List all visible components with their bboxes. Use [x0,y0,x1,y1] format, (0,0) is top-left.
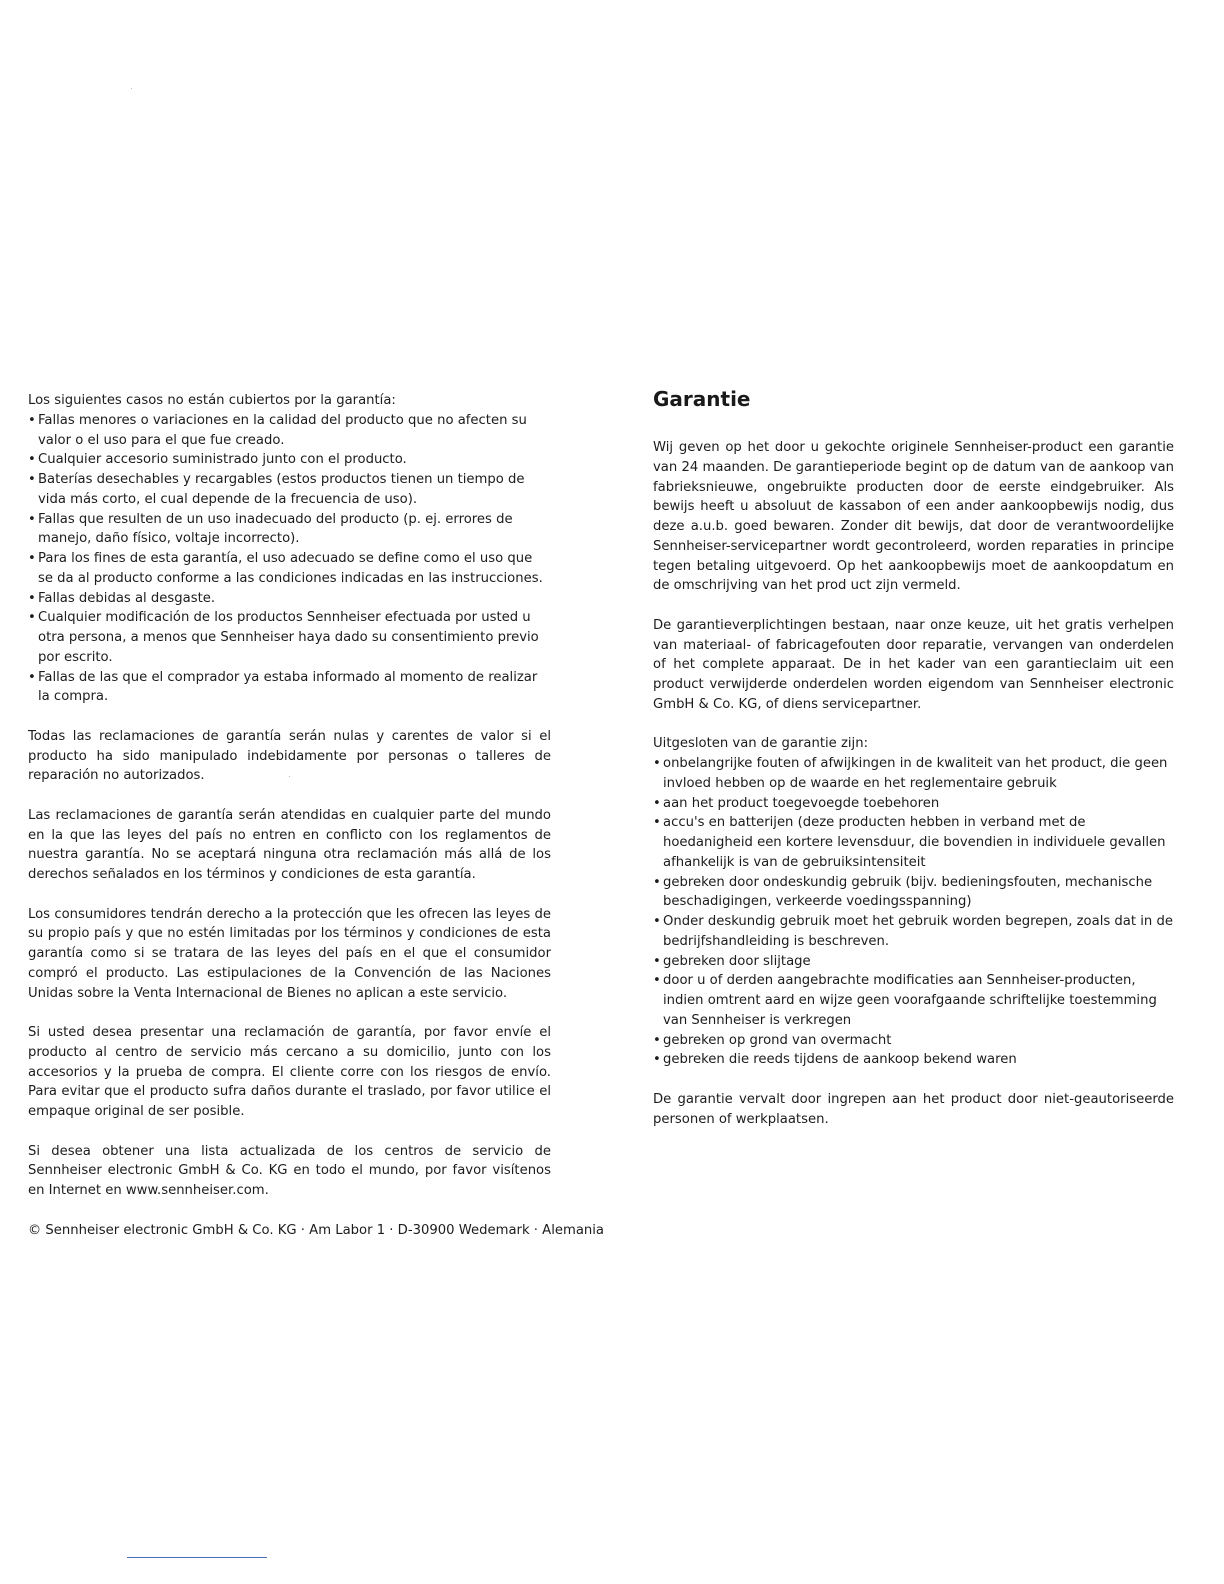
list-item: • gebreken op grond van overmacht [653,1031,1174,1051]
warranty-obligations-paragraph: De garantieverplichtingen bestaan, naar onze keuze, uit het gratis verhelpen van materiaal- of fabricagefouten door reparatie, vervangen van onderdelen of het complete apparaat. De in het kader van een garantieclaim uit een product verwijderde onderdelen worden eigendom van Sennheiser electronic GmbH & Co. KG, of diens servicepartner. [653,617,1174,712]
service-centers-paragraph: Si desea obtener una lista actualizada de los centros de servicio de Sennheiser electronic GmbH & Co. KG en todo el mundo, por favor visítenos en Internet en www.sennheiser.com. [28,1143,551,1198]
exclusions-intro: Los siguientes casos no están cubiertos por la garantía: [28,393,396,408]
bottom-divider-line [127,1557,267,1558]
list-item: • Fallas de las que el comprador ya estaba informado al momento de realizar la compra. [28,668,551,708]
warranty-period-paragraph: Wij geven op het door u gekochte originele Sennheiser-product een garantie van 24 maanden. De garantieperiode begint op de datum van de aankoop van fabrieksnieuwe, ongebruikte producten door de eerste eindgebruiker. Als bewijs heeft u absoluut de kassabon of een ander aankoopbewijs nodig, dus deze a.u.b. goed bewaren. Zonder dit bewijs, dat door de verantwoordelijke Sennheiser-servicepartner wordt gecontroleerd, worden reparaties in principe tegen betaling uitgevoerd. Op het aankoopbewijs moet de aankoopdatum en de omschrijving van het prod uct zijn vermeld. [653,440,1174,594]
list-item: • accu's en batterijen (deze producten hebben in verband met de hoedanigheid een kortere levensduur, die bovendien in individuele gevallen afhankelijk is van de gebruiksintensiteit [653,813,1174,872]
claim-procedure-paragraph: Si usted desea presentar una reclamación de garantía, por favor envíe el producto al centro de servicio más cercano a su domicilio, junto con los accesorios y la prueba de compra. El cliente corre con los riesgos de envío. Para evitar que el producto sufra daños durante el traslado, por favor utilice el empaque original de ser posible. [28,1025,551,1119]
list-item: • onbelangrijke fouten of afwijkingen in de kwaliteit van het product, die geen invloed hebben op de waarde en het reglementaire gebruik [653,754,1174,794]
dutch-warranty-column [653,386,1174,1149]
list-item: • aan het product toegevoegde toebehoren [653,794,1174,814]
spanish-warranty-column [28,391,604,1240]
list-item: • Fallas que resulten de un uso inadecuado del producto (p. ej. errores de manejo, daño físico, voltaje incorrecto). [28,510,551,550]
list-item: • gebreken door slijtage [653,952,1174,972]
scan-speck [131,88,132,89]
list-item: • door u of derden aangebrachte modificaties aan Sennheiser-producten, indien omtrent aard en wijze geen voorafgaande schriftelijke toestemming van Sennheiser is verkregen [653,971,1174,1030]
list-item: • Fallas menores o variaciones en la calidad del producto que no afecten su valor o el uso para el que fue creado. [28,411,551,451]
worldwide-claims-paragraph: Las reclamaciones de garantía serán atendidas en cualquier parte del mundo en la que las leyes del país no entren en conflicto con los reglamentos de nuestra garantía. No se aceptará ninguna otra reclamación más allá de los derechos señalados en los términos y condiciones de esta garantía. [28,807,551,882]
exclusions-list [653,754,1174,1070]
list-item: • Onder deskundig gebruik moet het gebruik worden begrepen, zoals dat in de bedrijfshandleiding is beschreven. [653,912,1174,952]
copyright-footer: © Sennheiser electronic GmbH & Co. KG · Am Labor 1 · D-30900 Wedemark · Alemania [28,1222,604,1238]
list-item: • gebreken die reeds tijdens de aankoop bekend waren [653,1050,1174,1070]
list-item: • Baterías desechables y recargables (estos productos tienen un tiempo de vida más corto, el cual depende de la frecuencia de uso). [28,470,551,510]
list-item: • Cualquier modificación de los productos Sennheiser efectuada por usted u otra persona, a menos que Sennheiser haya dado su consentimiento previo por escrito. [28,608,551,667]
warranty-void-paragraph: De garantie vervalt door ingrepen aan het product door niet-geautoriseerde personen of werkplaatsen. [653,1091,1174,1127]
consumer-rights-paragraph: Los consumidores tendrán derecho a la protección que les ofrecen las leyes de su propio país y que no estén limitadas por los términos y condiciones de esta garantía como si se tratara de las leyes del país en el que el consumidor compró el producto. Las estipulaciones de la Convención de las Naciones Unidas sobre la Venta Internacional de Bienes no aplican a este servicio. [28,906,551,1001]
page-title: Garantie [653,387,751,411]
exclusions-list [28,411,551,707]
exclusions-intro: Uitgesloten van de garantie zijn: [653,736,869,752]
scan-speck [289,776,290,777]
tampering-paragraph: Todas las reclamaciones de garantía serán nulas y carentes de valor si el producto ha sido manipulado indebidamente por personas o talleres de reparación no autorizados. [28,728,551,784]
list-item: • Cualquier accesorio suministrado junto con el producto. [28,450,551,470]
list-item: • gebreken door ondeskundig gebruik (bijv. bedieningsfouten, mechanische beschadigingen, verkeerde voedingsspanning) [653,873,1174,913]
list-item: • Fallas debidas al desgaste. [28,589,551,609]
list-item: • Para los fines de esta garantía, el uso adecuado se define como el uso que se da al producto conforme a las condiciones indicadas en las instrucciones. [28,549,551,589]
